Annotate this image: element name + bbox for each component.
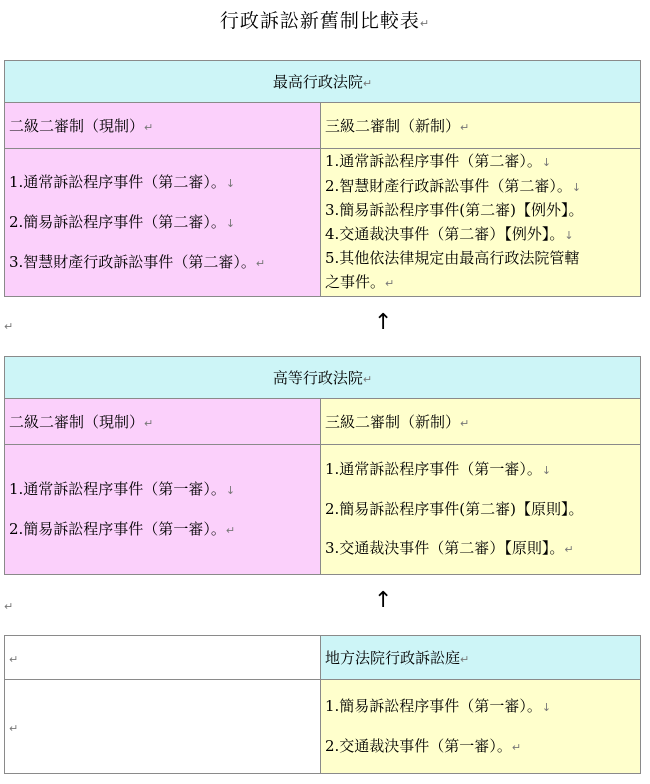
- document-title: 行政訴訟新舊制比較表↵: [219, 10, 431, 32]
- district-court-header: 地方法院行政訴訟庭↵: [321, 636, 641, 680]
- up-arrow-icon: ↑: [374, 588, 393, 613]
- list-item: 5.其他依法律規定由最高行政法院管轄: [325, 249, 580, 267]
- high-current-items: [5, 445, 321, 575]
- list-item: 4.交通裁決事件（第二審）【例外】。↓: [325, 224, 574, 243]
- list-item: 1.通常訴訟程序事件（第二審）。↓: [9, 172, 236, 191]
- high-court-table: [4, 356, 641, 575]
- list-item: 2.交通裁決事件（第一審）。↵: [325, 736, 522, 755]
- list-item: 1.通常訴訟程序事件（第一審）。↓: [9, 479, 236, 498]
- district-empty-cell: ↵: [5, 680, 321, 774]
- list-item: 2.簡易訴訟程序事件(第二審)【原則】。: [325, 500, 584, 518]
- list-item: 2.簡易訴訟程序事件（第一審）。↵: [9, 519, 236, 538]
- high-current-system-label: 二級二審制（現制）↵: [5, 399, 321, 445]
- list-item: 1.簡易訴訟程序事件（第一審）。↓: [325, 696, 552, 715]
- list-item: 2.智慧財產行政訴訟事件（第二審）。↓: [325, 176, 582, 195]
- supreme-court-table: [4, 60, 641, 297]
- list-item: 之事件。↵: [325, 272, 395, 291]
- district-empty-cell: ↵: [5, 636, 321, 680]
- list-item: 3.交通裁決事件（第二審）【原則】。↵: [325, 539, 574, 557]
- list-item: 3.簡易訴訟程序事件(第二審)【例外】。: [325, 201, 584, 219]
- district-new-items: [321, 680, 641, 774]
- high-new-items: [321, 445, 641, 575]
- paragraph-mark: ↵: [4, 600, 14, 613]
- supreme-new-system-label: 三級二審制（新制）↵: [321, 103, 641, 149]
- list-item: 2.簡易訴訟程序事件（第二審）。↓: [9, 212, 236, 231]
- high-new-system-label: 三級二審制（新制）↵: [321, 399, 641, 445]
- supreme-current-items: [5, 149, 321, 297]
- list-item: 3.智慧財產行政訴訟事件（第二審）。↵: [9, 252, 266, 271]
- district-court-table: [4, 635, 641, 774]
- paragraph-mark: ↵: [419, 17, 431, 30]
- supreme-court-header: 最高行政法院↵: [5, 61, 641, 103]
- high-court-header: 高等行政法院↵: [5, 357, 641, 399]
- supreme-current-system-label: 二級二審制（現制）↵: [5, 103, 321, 149]
- supreme-new-items: [321, 149, 641, 297]
- list-item: 1.通常訴訟程序事件（第二審）。↓: [325, 152, 552, 170]
- up-arrow-icon: ↑: [374, 310, 393, 335]
- list-item: 1.通常訴訟程序事件（第一審）。↓: [325, 460, 552, 478]
- paragraph-mark: ↵: [4, 320, 14, 333]
